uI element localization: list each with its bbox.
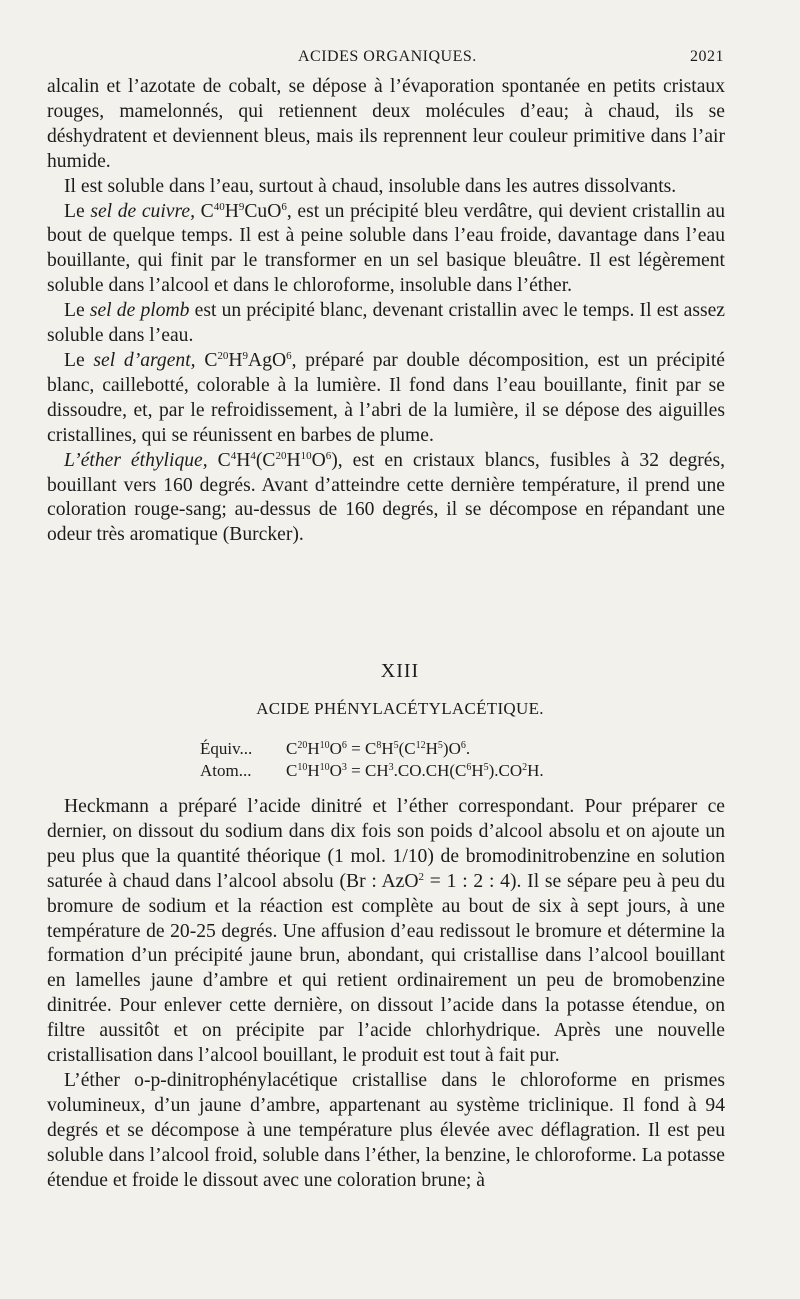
p5-term: sel d’argent, xyxy=(93,349,196,371)
atom-label: Atom... xyxy=(200,761,252,780)
equiv-formula: $C^{20}H^{10}O^6 = C^8H^5(C^{12}H^5)O^6$. xyxy=(286,739,471,758)
equiv-row xyxy=(200,738,650,760)
p3-rest: est un précipité bleu verdâtre, qui devient cristallin au bout de quelque temps. Il est à peine soluble dans l’eau froide, davantage dans l’eau bouillante, qui finit par le transformer en un sel basique bleuâtre. Il est légèrement soluble dans l’alcool et dans le chloroforme, insoluble dans l’éther. xyxy=(47,200,725,297)
paragraph-3 xyxy=(47,200,725,300)
paragraph-1: alcalin et l’azotate de cobalt, se dépose à l’évaporation spontanée en petits cristaux rouges, mamelonnés, qui retiennent deux molécules d’eau; à chaud, ils se déshydratent et deviennent bleus, mais ils reprennent leur couleur primitive dans l’air humide. xyxy=(47,76,725,172)
page-number: 2021 xyxy=(690,48,724,65)
paragraph-4 xyxy=(47,299,725,349)
top-text-block xyxy=(47,75,725,548)
p4-term: sel de plomb xyxy=(89,300,190,322)
p4-lead: Le xyxy=(64,300,90,322)
p5-rest: préparé par double décomposition, est un précipité blanc, caillebotté, colorable à la lumière. Il fond dans l’eau bouillante, finit par se dissoudre, et, par le refroidissement, à l’abri de la lumière, il se dépose des aiguilles cristallines, qui se réunissent en barbes de plume. xyxy=(47,349,725,446)
p6-formula: $C^4H^4(C^{20}H^{10}O^6)$, xyxy=(217,449,343,471)
p6-rest: est en cristaux blancs, fusibles à 32 degrés, bouillant vers 160 degrés. Avant d’atteindre cette dernière température, il prend une coloration rouge-sang; au-dessus de 160 degrés, il se décompose en répandant une odeur très aromatique (Burcker). xyxy=(47,449,725,546)
section-title: ACIDE PHÉNYLACÉTYLACÉTIQUE. xyxy=(256,699,544,718)
paragraph-8: L’éther o-p-dinitrophénylacétique cristallise dans le chloroforme en prismes volumineux, d’un jaune d’ambre, appartenant au système triclinique. Il fond à 94 degrés et se décompose à une température plus élevée avec déflagration. Il est peu soluble dans l’alcool froid, soluble dans l’éther, la benzine, le chloroforme. La potasse étendue et froide le dissout avec une coloration brune; à xyxy=(47,1069,725,1191)
paragraph-5 xyxy=(47,349,725,449)
p3-formula: $C^{40}H^9CuO^6$, xyxy=(200,200,292,222)
formula-block xyxy=(200,738,650,782)
p5-lead: Le xyxy=(64,349,94,371)
atom-formula: $C^{10}H^{10}O^3 = CH^3.CO.CH(C^6H^5).CO^2H$. xyxy=(286,761,544,780)
bottom-text-block xyxy=(47,795,725,1194)
atom-row xyxy=(200,760,650,782)
p6-term: L’éther éthylique, xyxy=(64,449,208,471)
paragraph-6 xyxy=(47,449,725,549)
section-number: XIII xyxy=(380,660,420,682)
paragraph-2: Il est soluble dans l’eau, surtout à chaud, insoluble dans les autres dissolvants. xyxy=(64,175,677,197)
p3-term: sel de cuivre, xyxy=(90,200,195,222)
running-head xyxy=(0,48,800,72)
equiv-label: Équiv... xyxy=(200,739,253,758)
p4-rest: est un précipité blanc, devenant cristallin avec le temps. Il est assez soluble dans l’eau. xyxy=(47,300,726,347)
running-title: ACIDES ORGANIQUES. xyxy=(298,48,477,65)
p3-lead: Le xyxy=(64,200,91,222)
p5-formula: $C^{20}H^9AgO^6$, xyxy=(204,349,297,371)
paragraph-7: Heckmann a préparé l’acide dinitré et l’éther correspondant. Pour préparer ce dernier, on dissout du sodium dans dix fois son poids d’alcool absolu et on ajoute un peu plus que la quantité théorique (1 mol. 1/10) de bromodinitrobenzine en solution saturée à chaud dans l’alcool absolu (Br : AzO$^2$ = 1 : 2 : 4). Il se sépare peu à peu du bromure de sodium et la réaction est complète au bout de six à sept jours, à une température de 20-25 degrés. Une affusion d’eau redissout le bromure et détermine la formation d’un précipité jaune brun, abondant, qui cristallise dans l’alcool bouillant en lamelles jaune d’ambre et qui retient ordinairement un peu de bromobenzine dinitrée. Pour enlever cette dernière, on dissout l’acide dans la potasse étendue, on filtre aussitôt et on précipite par l’acide chlorhydrique. Après une nouvelle cristallisation dans l’alcool bouillant, le produit est tout à fait pur. xyxy=(47,796,725,1067)
